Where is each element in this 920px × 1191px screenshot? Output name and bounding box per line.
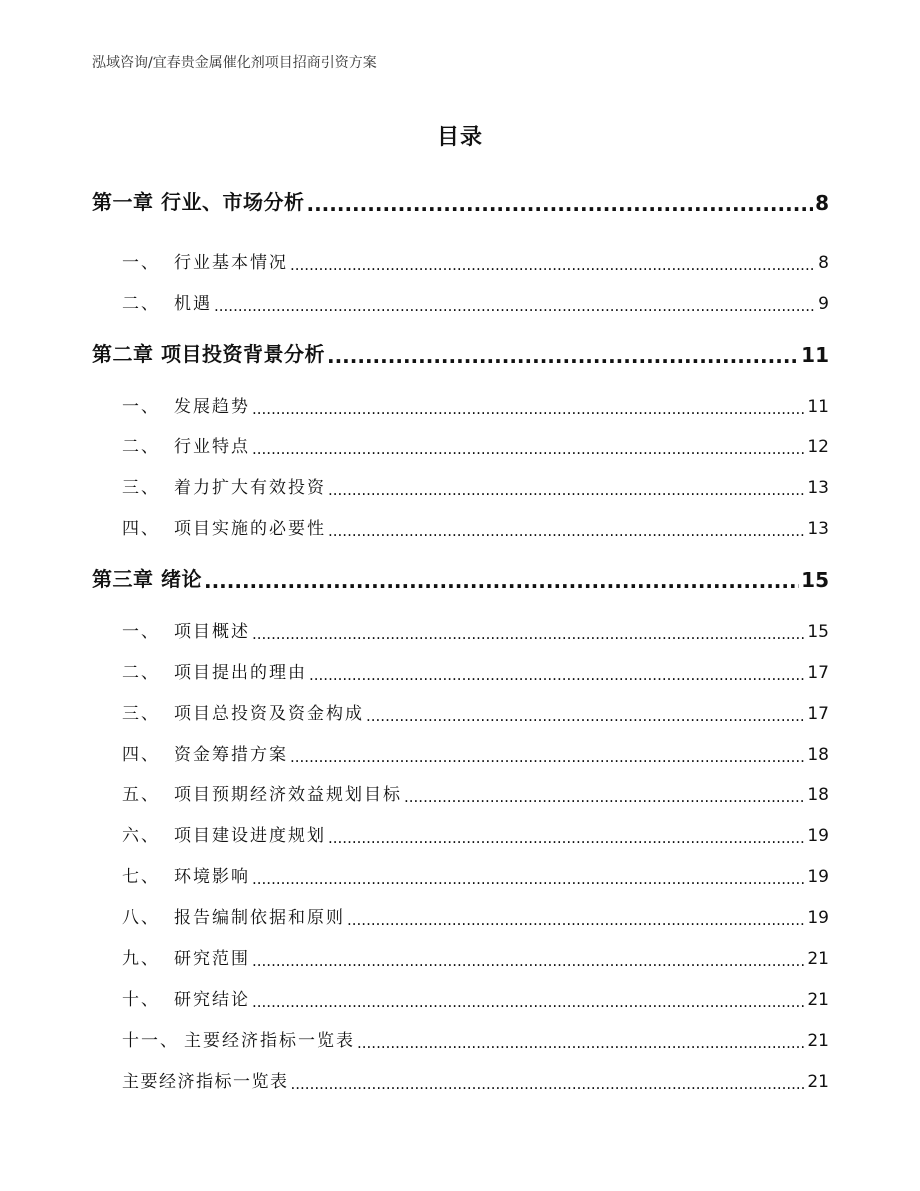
toc-section-label: 资金筹措方案	[174, 745, 288, 765]
toc-section-extra[interactable]	[92, 1067, 829, 1092]
toc-section-label: 研究结论	[174, 990, 250, 1010]
toc-chapter-1[interactable]	[92, 186, 829, 215]
toc-page-number: 21	[807, 1031, 829, 1051]
toc-page-number: 21	[807, 949, 829, 969]
leader-dots	[252, 440, 805, 457]
toc-chapter-2[interactable]	[92, 338, 829, 367]
toc-chapter-label: 第二章 项目投资背景分析	[92, 342, 325, 366]
toc-page-number: 11	[801, 343, 829, 367]
leader-dots	[306, 195, 813, 215]
running-header: 泓域咨询/宜春贵金属催化剂项目招商引资方案	[92, 55, 377, 71]
toc-section[interactable]	[92, 658, 829, 683]
toc-section[interactable]	[92, 985, 829, 1010]
toc-section[interactable]	[92, 473, 829, 498]
toc-section-number: 三、	[122, 478, 160, 498]
toc-page-number: 13	[807, 519, 829, 539]
toc-section-number: 二、	[122, 663, 160, 683]
toc-page-number: 13	[807, 478, 829, 498]
toc-section-label: 主要经济指标一览表	[122, 1072, 289, 1092]
toc-section-number: 四、	[122, 745, 160, 765]
toc-section[interactable]	[92, 514, 829, 539]
toc-chapter-label: 第三章 绪论	[92, 567, 202, 591]
toc-section-number: 四、	[122, 519, 160, 539]
toc-section-number: 二、	[122, 294, 160, 314]
toc-section-number: 九、	[122, 949, 160, 969]
toc-page-number: 19	[807, 867, 829, 887]
toc-section-label: 机遇	[174, 294, 212, 314]
leader-dots	[328, 481, 805, 498]
toc-section-label: 主要经济指标一览表	[184, 1031, 355, 1051]
toc-section-label: 着力扩大有效投资	[174, 478, 326, 498]
toc-section-number: 五、	[122, 785, 160, 805]
leader-dots	[328, 829, 805, 846]
toc-section[interactable]	[92, 289, 829, 314]
toc-section-label: 发展趋势	[174, 397, 250, 417]
leader-dots	[328, 522, 805, 539]
table-of-contents	[92, 0, 829, 1191]
leader-dots	[204, 572, 799, 592]
toc-section-label: 项目总投资及资金构成	[174, 704, 364, 724]
toc-section-label: 项目提出的理由	[174, 663, 307, 683]
toc-page-number: 19	[807, 908, 829, 928]
toc-section-number: 七、	[122, 867, 160, 887]
toc-page-number: 17	[807, 704, 829, 724]
toc-chapter-label: 第一章 行业、市场分析	[92, 190, 305, 214]
leader-dots	[327, 347, 799, 367]
toc-section[interactable]	[92, 699, 829, 724]
leader-dots	[252, 993, 805, 1010]
toc-section[interactable]	[92, 780, 829, 805]
leader-dots	[252, 400, 805, 417]
leader-dots	[357, 1034, 805, 1051]
toc-section-number: 二、	[122, 437, 160, 457]
toc-section-number: 十一、	[122, 1031, 179, 1051]
leader-dots	[309, 666, 805, 683]
toc-page-number: 18	[807, 745, 829, 765]
leader-dots	[291, 1075, 806, 1092]
toc-section-label: 项目实施的必要性	[174, 519, 326, 539]
toc-page-number: 15	[801, 568, 829, 592]
toc-section-label: 行业基本情况	[174, 253, 288, 273]
toc-page-number: 18	[807, 785, 829, 805]
toc-section-label: 行业特点	[174, 437, 250, 457]
leader-dots	[252, 625, 805, 642]
toc-section-number: 一、	[122, 622, 160, 642]
toc-page-number: 19	[807, 826, 829, 846]
toc-page-number: 15	[807, 622, 829, 642]
toc-section[interactable]	[92, 862, 829, 887]
toc-section-label: 报告编制依据和原则	[174, 908, 345, 928]
leader-dots	[252, 870, 805, 887]
leader-dots	[404, 788, 805, 805]
toc-page-number: 21	[807, 990, 829, 1010]
toc-section[interactable]	[92, 903, 829, 928]
toc-page-number: 11	[807, 397, 829, 417]
toc-section-label: 项目预期经济效益规划目标	[174, 785, 402, 805]
toc-chapter-3[interactable]	[92, 563, 829, 592]
leader-dots	[290, 256, 816, 273]
toc-section[interactable]	[92, 392, 829, 417]
leader-dots	[347, 911, 805, 928]
toc-section-number: 八、	[122, 908, 160, 928]
toc-page-number: 9	[818, 294, 829, 314]
toc-section[interactable]	[92, 1026, 829, 1051]
toc-section[interactable]	[92, 432, 829, 457]
toc-section-number: 六、	[122, 826, 160, 846]
leader-dots	[366, 707, 805, 724]
toc-page-number: 17	[807, 663, 829, 683]
toc-page-number: 21	[807, 1072, 829, 1092]
toc-section[interactable]	[92, 740, 829, 765]
toc-page-number: 8	[818, 253, 829, 273]
toc-section-label: 项目建设进度规划	[174, 826, 326, 846]
toc-section[interactable]	[92, 821, 829, 846]
toc-section-label: 研究范围	[174, 949, 250, 969]
toc-section[interactable]	[92, 248, 829, 273]
toc-section-number: 一、	[122, 397, 160, 417]
toc-section[interactable]	[92, 617, 829, 642]
toc-section[interactable]	[92, 944, 829, 969]
toc-section-number: 三、	[122, 704, 160, 724]
toc-title: 目录	[436, 125, 483, 150]
leader-dots	[214, 297, 816, 314]
toc-section-number: 一、	[122, 253, 160, 273]
toc-section-label: 项目概述	[174, 622, 250, 642]
toc-section-label: 环境影响	[174, 867, 250, 887]
toc-page-number: 8	[815, 191, 829, 215]
leader-dots	[290, 748, 805, 765]
toc-page-number: 12	[807, 437, 829, 457]
leader-dots	[252, 952, 805, 969]
toc-section-number: 十、	[122, 990, 160, 1010]
